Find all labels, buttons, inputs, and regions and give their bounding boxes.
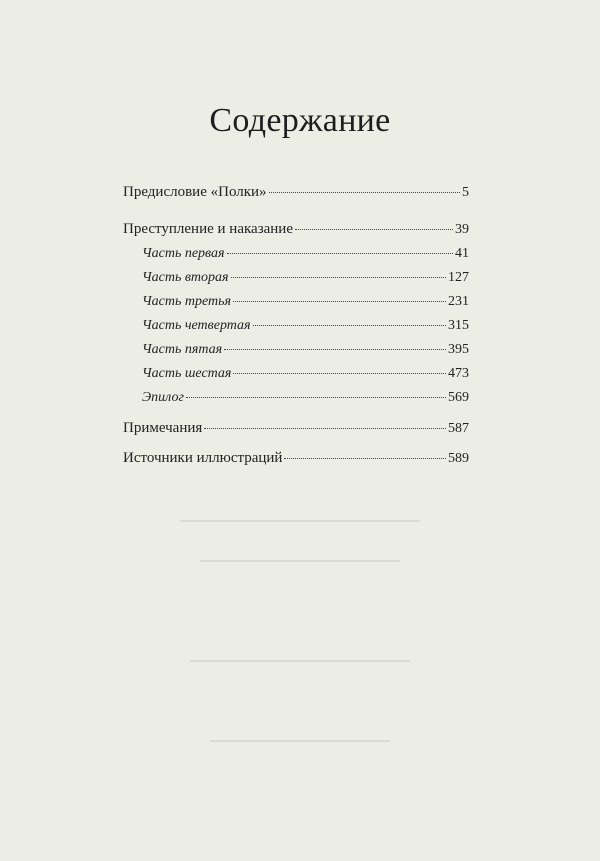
toc-entry-epilogue[interactable] bbox=[142, 389, 469, 407]
dot-leader bbox=[253, 325, 446, 326]
dot-leader bbox=[269, 192, 460, 193]
toc-entry-page: 5 bbox=[462, 185, 469, 200]
toc-entry-label: Примечания bbox=[123, 420, 203, 436]
dot-leader bbox=[295, 229, 453, 230]
toc-entry-label: Часть шестая bbox=[142, 366, 232, 381]
dot-leader bbox=[231, 277, 446, 278]
toc-entry-label: Источники иллюстраций bbox=[123, 450, 283, 466]
show-through-mark bbox=[190, 660, 410, 662]
toc-entry-part-6[interactable] bbox=[142, 365, 469, 383]
toc-entry-page: 41 bbox=[455, 246, 469, 261]
toc-entry-page: 569 bbox=[448, 390, 469, 405]
dot-leader bbox=[284, 458, 446, 459]
show-through-mark bbox=[200, 560, 400, 562]
toc-entry-part-5[interactable] bbox=[142, 341, 469, 359]
toc-entry-page: 473 bbox=[448, 366, 469, 381]
toc-entry-label: Часть вторая bbox=[142, 270, 229, 285]
toc-entry-illustration-sources[interactable] bbox=[123, 449, 469, 468]
toc-entry-part-3[interactable] bbox=[142, 293, 469, 311]
dot-leader bbox=[204, 428, 446, 429]
toc-entry-part-4[interactable] bbox=[142, 317, 469, 335]
page-title: Содержание bbox=[209, 102, 391, 139]
toc-entry-part-2[interactable] bbox=[142, 269, 469, 287]
toc-entry-preface[interactable] bbox=[123, 183, 469, 202]
toc-entry-novel[interactable] bbox=[123, 220, 469, 239]
show-through-mark bbox=[210, 740, 390, 742]
toc-entry-label: Часть третья bbox=[142, 294, 231, 309]
toc-entry-page: 127 bbox=[448, 270, 469, 285]
toc-entry-page: 587 bbox=[448, 421, 469, 436]
toc-entry-page: 231 bbox=[448, 294, 469, 309]
toc-entry-page: 39 bbox=[455, 222, 469, 237]
dot-leader bbox=[233, 373, 446, 374]
dot-leader bbox=[186, 397, 446, 398]
toc-entry-label: Часть четвертая bbox=[142, 318, 251, 333]
toc-entry-part-1[interactable] bbox=[142, 245, 469, 263]
dot-leader bbox=[233, 301, 446, 302]
toc-entry-label: Предисловие «Полки» bbox=[123, 184, 267, 200]
toc-entry-page: 395 bbox=[448, 342, 469, 357]
toc-entry-page: 589 bbox=[448, 451, 469, 466]
show-through-mark bbox=[180, 520, 420, 522]
dot-leader bbox=[227, 253, 453, 254]
toc-entry-label: Часть пятая bbox=[142, 342, 223, 357]
toc-entry-page: 315 bbox=[448, 318, 469, 333]
toc-entry-notes[interactable] bbox=[123, 419, 469, 438]
toc-entry-label: Преступление и наказание bbox=[123, 221, 293, 237]
toc-entry-label: Эпилог bbox=[142, 390, 184, 405]
dot-leader bbox=[224, 349, 446, 350]
toc-entry-label: Часть первая bbox=[142, 246, 225, 261]
